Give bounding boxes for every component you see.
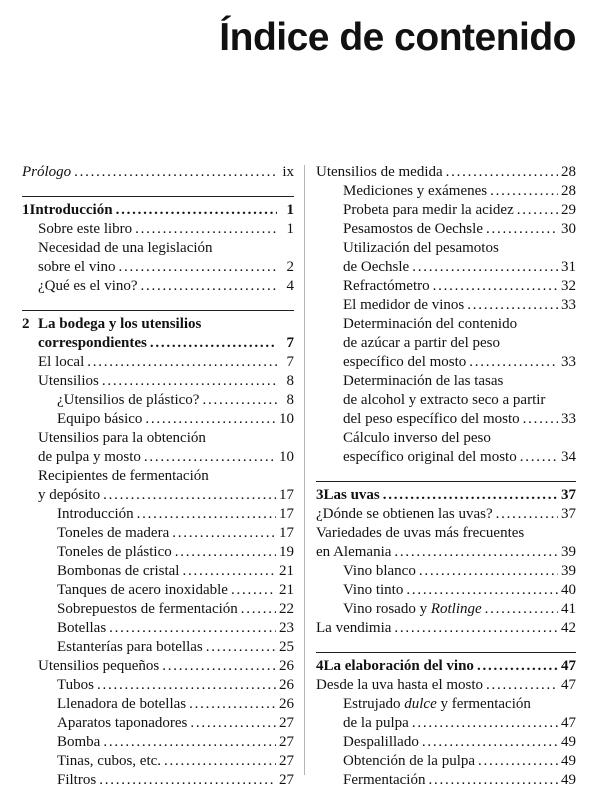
chapter-number: 3 [316,487,324,503]
dot-leader [145,410,276,429]
entry-title: Tinas, cubos, etc. [57,753,162,769]
dot-leader [422,733,558,752]
dot-leader [241,600,276,619]
entry-title: de alcohol y extracto seco a partir [343,392,546,408]
dot-leader [102,372,277,391]
dot-leader [99,771,276,790]
page-number: 19 [279,544,294,560]
toc-entry[interactable] [22,448,294,467]
entry-title: Tanques de acero inoxidable [57,582,228,598]
chapter-number: 1 [22,202,30,218]
toc-entry[interactable] [22,771,294,790]
entry-title: de pulpa y mosto [38,449,141,465]
dot-leader [162,657,276,676]
dot-leader [467,296,558,315]
toc-entry[interactable] [316,163,576,182]
toc-entry[interactable] [22,410,294,429]
entry-title-part: Estrujado [343,696,405,712]
entry-title: Probeta para medir la acidez [343,202,514,218]
page-number: 41 [561,601,576,617]
page-number: 1 [286,202,294,218]
entry-title: Despalillado [343,734,419,750]
toc-entry[interactable] [22,353,294,372]
entry-title: Mediciones y exámenes [343,183,488,199]
toc-entry[interactable] [316,581,576,600]
dot-leader [419,562,558,581]
entry-title [343,600,482,619]
entry-title-part: Vino rosado y [343,601,431,617]
entry-title: Utilización del pesamotos [343,240,499,256]
toc-entry[interactable] [316,334,576,353]
page-number: 32 [561,278,576,294]
page-number: 17 [279,525,294,541]
dot-leader [446,163,558,182]
entry-title: Utensilios [38,373,99,389]
toc-entry[interactable] [22,277,294,296]
toc-entry[interactable] [316,733,576,752]
chapter-title: La bodega y los utensilios [38,316,202,332]
toc-chapter[interactable] [316,486,576,505]
dot-leader [116,201,277,220]
toc-entry[interactable] [22,752,294,771]
dot-leader [394,543,558,562]
page-number: 7 [286,335,294,351]
entry-title: El medidor de vinos [343,297,465,313]
entry-title: Toneles de madera [57,525,170,541]
page-number: 7 [286,354,294,370]
dot-leader [74,163,277,182]
page-number: 26 [279,658,294,674]
entry-title: específico del mosto [343,354,467,370]
page-number: 8 [286,392,294,408]
entry-title: Bomba [57,734,101,750]
dot-leader [97,676,276,695]
entry-title: ¿Dónde se obtienen las uvas? [316,506,493,522]
dot-leader [478,752,558,771]
entry-title: Llenadora de botellas [57,696,187,712]
entry-title: de azúcar a partir del peso [343,335,500,351]
dot-leader [433,277,558,296]
dot-leader [231,581,276,600]
toc-entry[interactable] [22,467,294,486]
entry-title: Recipientes de fermentación [38,468,209,484]
page-number: 10 [279,411,294,427]
toc-entry[interactable] [316,600,576,619]
entry-title-part: Rotlinge [430,601,482,617]
dot-leader [135,220,277,239]
entry-title: Vino tinto [343,582,404,598]
toc-chapter[interactable] [22,201,294,220]
dot-leader [164,752,276,771]
toc-entry[interactable] [316,524,576,543]
entry-title: Prólogo [22,164,72,180]
dot-leader [189,695,276,714]
toc-entry[interactable] [316,258,576,277]
entry-title: Toneles de plástico [57,544,172,560]
dot-leader [175,543,276,562]
entry-title: La vendimia [316,620,392,636]
dot-leader [383,486,558,505]
toc-entry[interactable] [316,372,576,391]
chapter-number: 2 [22,316,30,332]
dot-leader [103,733,276,752]
entry-title: Filtros [57,772,97,788]
entry-title: ¿Utensilios de plástico? [57,392,200,408]
toc-chapter[interactable] [316,657,576,676]
toc-entry[interactable] [22,695,294,714]
entry-title: Sobre este libro [38,221,133,237]
toc-entry[interactable] [22,239,294,258]
toc-entry[interactable] [22,505,294,524]
toc-entry[interactable] [316,771,576,790]
toc-column-right [316,163,576,790]
dot-leader [477,657,558,676]
page-number: 37 [561,487,576,503]
page-number: 10 [279,449,294,465]
toc-entry[interactable] [316,296,576,315]
dot-leader [394,619,558,638]
dot-leader [109,619,276,638]
toc-entry[interactable] [316,505,576,524]
column-divider [304,165,305,775]
chapter-rule [22,196,294,197]
entry-title: Sobrepuestos de fermentación [57,601,238,617]
entry-title: Cálculo inverso del peso [343,430,491,446]
toc-entry[interactable] [22,486,294,505]
dot-leader [87,353,277,372]
page-number: 21 [279,582,294,598]
toc-entry[interactable] [22,562,294,581]
toc-entry[interactable] [316,562,576,581]
page-title: Índice de contenido [219,16,576,59]
toc-entry[interactable] [316,182,576,201]
section-gap [22,182,294,194]
entry-title: sobre el vino [38,259,116,275]
page-number: 49 [561,772,576,788]
section-gap [22,296,294,308]
toc-entry[interactable] [316,752,576,771]
dot-leader [172,524,276,543]
chapter-rule [316,652,576,653]
entry-title: de Oechsle [343,259,410,275]
page-number: 23 [279,620,294,636]
toc-entry[interactable] [316,239,576,258]
page-number: 42 [561,620,576,636]
toc-entry[interactable] [22,714,294,733]
page-number: 27 [279,772,294,788]
entry-title-part: dulce [404,696,437,712]
toc-entry[interactable] [316,448,576,467]
page-number: 39 [561,563,576,579]
page-number: 47 [561,658,576,674]
dot-leader [406,581,558,600]
dot-leader [150,334,277,353]
toc-entry[interactable] [316,353,576,372]
toc-entry[interactable] [316,220,576,239]
entry-title: Necesidad de una legislación [38,240,213,256]
toc-entry[interactable] [22,372,294,391]
dot-leader [190,714,276,733]
chapter-title: Las uvas [323,487,380,503]
toc-entry[interactable] [316,277,576,296]
entry-title: Refractómetro [343,278,430,294]
chapter-title: Introducción [29,202,113,218]
dot-leader [137,505,276,524]
toc-entry[interactable] [316,410,576,429]
page-number: 21 [279,563,294,579]
entry-title: Tubos [57,677,94,693]
toc-entry[interactable] [316,619,576,638]
dot-leader [144,448,276,467]
dot-leader [118,258,277,277]
section-gap [316,638,576,650]
entry-title: de la pulpa [343,715,409,731]
page-number: 17 [279,487,294,503]
page-number: 17 [279,506,294,522]
entry-title: Variedades de uvas más frecuentes [316,525,525,541]
toc-entry[interactable] [22,733,294,752]
toc-entry[interactable] [22,163,294,182]
page-number: 22 [279,601,294,617]
page-number: 4 [286,278,294,294]
entry-title [343,695,531,714]
page-number: 37 [561,506,576,522]
page-number: 28 [561,183,576,199]
entry-title: y depósito [38,487,101,503]
entry-title: Botellas [57,620,107,636]
page-number: 26 [279,696,294,712]
entry-title: Vino blanco [343,563,416,579]
entry-title: Utensilios pequeños [38,658,160,674]
page-number: 30 [561,221,576,237]
page-number: 31 [561,259,576,275]
entry-title: Desde la uva hasta el mosto [316,677,484,693]
toc-entry[interactable] [316,676,576,695]
entry-title: Determinación de las tasas [343,373,504,389]
toc-entry[interactable] [316,429,576,448]
page-number: 26 [279,677,294,693]
chapter-number: 4 [316,658,324,674]
toc-entry[interactable] [22,258,294,277]
dot-leader [103,486,276,505]
toc-entry[interactable] [22,676,294,695]
page-number: 8 [286,373,294,389]
dot-leader [523,410,558,429]
toc-entry[interactable] [316,315,576,334]
dot-leader [412,258,558,277]
entry-title-part: y fermentación [436,696,531,712]
page-number: 25 [279,639,294,655]
dot-leader [469,353,558,372]
page-number: 33 [561,297,576,313]
dot-leader [206,638,276,657]
page-number: 49 [561,734,576,750]
toc-entry[interactable] [316,391,576,410]
page-number: 49 [561,753,576,769]
entry-title: Utensilios de medida [316,164,443,180]
dot-leader [202,391,277,410]
chapter-title: La elaboración del vino [323,658,474,674]
entry-title: Utensilios para la obtención [38,430,206,446]
toc-entry[interactable] [22,524,294,543]
dot-leader [182,562,276,581]
toc-entry[interactable] [22,619,294,638]
dot-leader [486,676,558,695]
toc-entry[interactable] [22,543,294,562]
entry-title: Aparatos taponadores [57,715,188,731]
entry-title: en Alemania [316,544,392,560]
page-number: 29 [561,202,576,218]
toc-entry[interactable] [316,714,576,733]
chapter-rule [22,310,294,311]
toc-entry[interactable] [316,543,576,562]
entry-title: Equipo básico [57,411,143,427]
entry-title: Bombonas de cristal [57,563,180,579]
entry-title: El local [38,354,85,370]
entry-title: Fermentación [343,772,426,788]
entry-title: específico original del mosto [343,449,517,465]
page-number: 33 [561,354,576,370]
page-number: 39 [561,544,576,560]
toc-entry[interactable] [22,600,294,619]
entry-title: del peso específico del mosto [343,411,520,427]
toc-entry[interactable] [22,220,294,239]
page-number: 47 [561,677,576,693]
page-number: 2 [286,259,294,275]
dot-leader [486,220,558,239]
page-number: 40 [561,582,576,598]
page-number: 47 [561,715,576,731]
entry-title: Obtención de la pulpa [343,753,476,769]
toc-entry[interactable] [22,657,294,676]
dot-leader [428,771,558,790]
toc-chapter[interactable] [22,334,294,353]
toc-entry[interactable] [22,638,294,657]
toc-column-left [22,163,294,790]
toc-chapter[interactable] [22,315,294,334]
toc-entry[interactable] [22,581,294,600]
dot-leader [517,201,558,220]
entry-title: Estanterías para botellas [57,639,203,655]
entry-title: Determinación del contenido [343,316,518,332]
toc-entry[interactable] [22,391,294,410]
toc-entry[interactable] [316,695,576,714]
entry-title: Introducción [57,506,134,522]
dot-leader [412,714,558,733]
page-number: ix [282,164,294,180]
page-number: 27 [279,715,294,731]
section-gap [316,467,576,479]
page-number: 28 [561,164,576,180]
page-number: 34 [561,449,576,465]
dot-leader [141,277,277,296]
page-number: 1 [286,221,294,237]
chapter-title: correspondientes [38,335,147,351]
entry-title: Pesamostos de Oechsle [343,221,483,237]
toc-entry[interactable] [22,429,294,448]
dot-leader [490,182,558,201]
dot-leader [485,600,558,619]
toc-entry[interactable] [316,201,576,220]
dot-leader [496,505,558,524]
chapter-rule [316,481,576,482]
page-number: 33 [561,411,576,427]
page-number: 27 [279,734,294,750]
entry-title: ¿Qué es el vino? [38,278,138,294]
page-number: 27 [279,753,294,769]
dot-leader [520,448,558,467]
